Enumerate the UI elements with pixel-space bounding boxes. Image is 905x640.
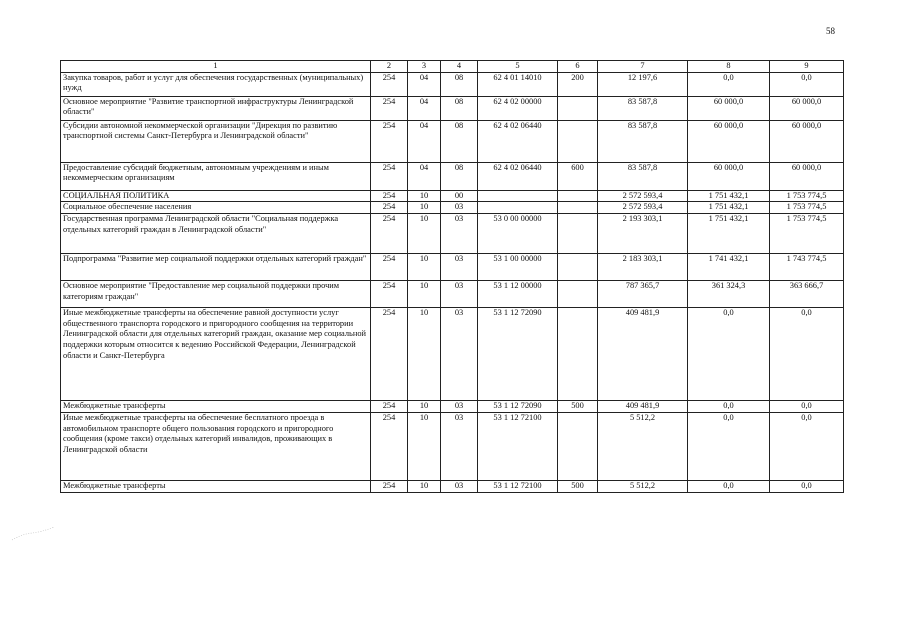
row-expense-type: [558, 308, 598, 401]
row-section: 10: [408, 281, 441, 308]
row-amount-col8: 0,0: [688, 481, 770, 493]
row-subsection: 08: [441, 120, 478, 162]
row-subsection: 00: [441, 190, 478, 202]
row-amount-col7: 12 197,6: [598, 72, 688, 96]
row-amount-col7: 2 183 303,1: [598, 254, 688, 281]
header-col-6: 6: [558, 61, 598, 73]
row-expense-type: [558, 96, 598, 120]
row-admin-code: 254: [371, 401, 408, 413]
row-expense-type: 500: [558, 481, 598, 493]
row-section: 10: [408, 254, 441, 281]
row-expense-type: [558, 202, 598, 214]
table-row: [61, 72, 844, 96]
row-amount-col7: 83 587,8: [598, 120, 688, 162]
table-row: [61, 214, 844, 254]
row-amount-col9: 363 666,7: [770, 281, 844, 308]
row-expense-type: 500: [558, 401, 598, 413]
row-subsection: 03: [441, 254, 478, 281]
row-admin-code: 254: [371, 214, 408, 254]
row-amount-col8: 1 741 432,1: [688, 254, 770, 281]
table-row: [61, 202, 844, 214]
row-amount-col8: 0,0: [688, 308, 770, 401]
row-target-code: 53 1 12 00000: [478, 281, 558, 308]
row-admin-code: 254: [371, 281, 408, 308]
row-target-code: 62 4 02 00000: [478, 96, 558, 120]
row-description: Субсидии автономной некоммерческой организации "Дирекция по развитию транспортной системы Санкт-Петербурга и Ленинградской области": [61, 120, 371, 162]
row-admin-code: 254: [371, 72, 408, 96]
row-amount-col9: 1 753 774,5: [770, 214, 844, 254]
header-col-3: 3: [408, 61, 441, 73]
row-amount-col8: 361 324,3: [688, 281, 770, 308]
page-number: 58: [826, 26, 835, 36]
table-header: [61, 61, 844, 73]
row-section: 04: [408, 96, 441, 120]
row-target-code: 62 4 02 06440: [478, 162, 558, 190]
row-subsection: 08: [441, 96, 478, 120]
row-amount-col7: 787 365,7: [598, 281, 688, 308]
row-amount-col8: 0,0: [688, 413, 770, 481]
row-amount-col8: 0,0: [688, 401, 770, 413]
row-description: Иные межбюджетные трансферты на обеспечение равной доступности услуг общественного транспорта городского и пригородного сообщения на территории Ленинградской области для отдельных категорий граждан, оказание мер социальной поддержки которым относится к ведению Российской Федерации, Ленинградской области и Санкт-Петербурга: [61, 308, 371, 401]
table-row: [61, 254, 844, 281]
row-subsection: 03: [441, 202, 478, 214]
row-amount-col9: 60 000,0: [770, 96, 844, 120]
row-section: 10: [408, 214, 441, 254]
row-target-code: 53 0 00 00000: [478, 214, 558, 254]
row-amount-col9: 60 000,0: [770, 162, 844, 190]
row-target-code: 53 1 12 72090: [478, 308, 558, 401]
row-description: Закупка товаров, работ и услуг для обеспечения государственных (муниципальных) нужд: [61, 72, 371, 96]
row-amount-col8: 60 000,0: [688, 120, 770, 162]
row-description: Предоставление субсидий бюджетным, автономным учреждениям и иным некоммерческим организациям: [61, 162, 371, 190]
table-row: [61, 401, 844, 413]
row-expense-type: 600: [558, 162, 598, 190]
row-expense-type: [558, 413, 598, 481]
row-target-code: [478, 202, 558, 214]
row-admin-code: 254: [371, 481, 408, 493]
row-admin-code: 254: [371, 254, 408, 281]
table-row: [61, 162, 844, 190]
row-admin-code: 254: [371, 202, 408, 214]
row-description: Иные межбюджетные трансферты на обеспечение бесплатного проезда в автомобильном транспорте общего пользования городского и пригородного сообщения (кроме такси) отдельных категорий инвалидов, проживающих в Ленинградской области: [61, 413, 371, 481]
header-col-5: 5: [478, 61, 558, 73]
row-amount-col7: 409 481,9: [598, 308, 688, 401]
row-description: Государственная программа Ленинградской области "Социальная поддержка отдельных категорий граждан в Ленинградской области": [61, 214, 371, 254]
row-amount-col8: 1 751 432,1: [688, 202, 770, 214]
row-target-code: 62 4 01 14010: [478, 72, 558, 96]
row-amount-col7: 2 572 593,4: [598, 202, 688, 214]
row-subsection: 03: [441, 481, 478, 493]
table-row: [61, 190, 844, 202]
row-section: 04: [408, 72, 441, 96]
row-section: 10: [408, 401, 441, 413]
row-amount-col9: 0,0: [770, 72, 844, 96]
table-row: [61, 96, 844, 120]
row-section: 10: [408, 481, 441, 493]
row-target-code: 53 1 12 72100: [478, 481, 558, 493]
row-admin-code: 254: [371, 190, 408, 202]
row-amount-col8: 60 000,0: [688, 96, 770, 120]
row-admin-code: 254: [371, 413, 408, 481]
row-target-code: 62 4 02 06440: [478, 120, 558, 162]
row-expense-type: [558, 190, 598, 202]
row-subsection: 03: [441, 214, 478, 254]
row-expense-type: [558, 214, 598, 254]
row-subsection: 03: [441, 281, 478, 308]
row-subsection: 03: [441, 413, 478, 481]
header-col-4: 4: [441, 61, 478, 73]
row-amount-col7: 83 587,8: [598, 162, 688, 190]
row-target-code: 53 1 12 72100: [478, 413, 558, 481]
row-amount-col9: 0,0: [770, 413, 844, 481]
header-row: [61, 61, 844, 73]
row-amount-col7: 5 512,2: [598, 413, 688, 481]
row-amount-col9: 1 743 774,5: [770, 254, 844, 281]
row-admin-code: 254: [371, 308, 408, 401]
row-expense-type: [558, 120, 598, 162]
row-expense-type: [558, 281, 598, 308]
row-target-code: 53 1 12 72090: [478, 401, 558, 413]
row-section: 10: [408, 413, 441, 481]
budget-table: [60, 60, 844, 493]
row-description: Социальное обеспечение населения: [61, 202, 371, 214]
table-row: [61, 413, 844, 481]
row-amount-col8: 60 000,0: [688, 162, 770, 190]
row-amount-col7: 2 193 303,1: [598, 214, 688, 254]
row-expense-type: [558, 254, 598, 281]
row-subsection: 08: [441, 72, 478, 96]
table-row: [61, 481, 844, 493]
table-row: [61, 308, 844, 401]
row-target-code: 53 1 00 00000: [478, 254, 558, 281]
header-col-2: 2: [371, 61, 408, 73]
row-admin-code: 254: [371, 96, 408, 120]
row-amount-col9: 1 753 774,5: [770, 190, 844, 202]
row-description: Межбюджетные трансферты: [61, 481, 371, 493]
row-amount-col8: 1 751 432,1: [688, 214, 770, 254]
row-target-code: [478, 190, 558, 202]
table-row: [61, 120, 844, 162]
row-section: 10: [408, 308, 441, 401]
row-amount-col9: 60 000,0: [770, 120, 844, 162]
row-expense-type: 200: [558, 72, 598, 96]
row-amount-col7: 409 481,9: [598, 401, 688, 413]
row-section: 04: [408, 162, 441, 190]
row-subsection: 03: [441, 308, 478, 401]
row-description: Межбюджетные трансферты: [61, 401, 371, 413]
header-col-8: 8: [688, 61, 770, 73]
row-amount-col8: 1 751 432,1: [688, 190, 770, 202]
row-admin-code: 254: [371, 120, 408, 162]
row-amount-col7: 2 572 593,4: [598, 190, 688, 202]
scan-mark: [10, 524, 60, 544]
row-subsection: 08: [441, 162, 478, 190]
row-subsection: 03: [441, 401, 478, 413]
header-col-9: 9: [770, 61, 844, 73]
table-row: [61, 281, 844, 308]
row-amount-col7: 5 512,2: [598, 481, 688, 493]
row-description: СОЦИАЛЬНАЯ ПОЛИТИКА: [61, 190, 371, 202]
header-col-1: 1: [61, 61, 371, 73]
row-description: Подпрограмма "Развитие мер социальной поддержки отдельных категорий граждан": [61, 254, 371, 281]
row-amount-col8: 0,0: [688, 72, 770, 96]
row-amount-col9: 0,0: [770, 308, 844, 401]
table-body: [61, 72, 844, 492]
row-description: Основное мероприятие "Предоставление мер социальной поддержки прочим категориям граждан": [61, 281, 371, 308]
row-section: 10: [408, 202, 441, 214]
header-col-7: 7: [598, 61, 688, 73]
row-section: 10: [408, 190, 441, 202]
row-amount-col9: 0,0: [770, 481, 844, 493]
row-amount-col9: 1 753 774,5: [770, 202, 844, 214]
row-section: 04: [408, 120, 441, 162]
row-admin-code: 254: [371, 162, 408, 190]
row-amount-col7: 83 587,8: [598, 96, 688, 120]
row-amount-col9: 0,0: [770, 401, 844, 413]
row-description: Основное мероприятие "Развитие транспортной инфраструктуры Ленинградской области": [61, 96, 371, 120]
